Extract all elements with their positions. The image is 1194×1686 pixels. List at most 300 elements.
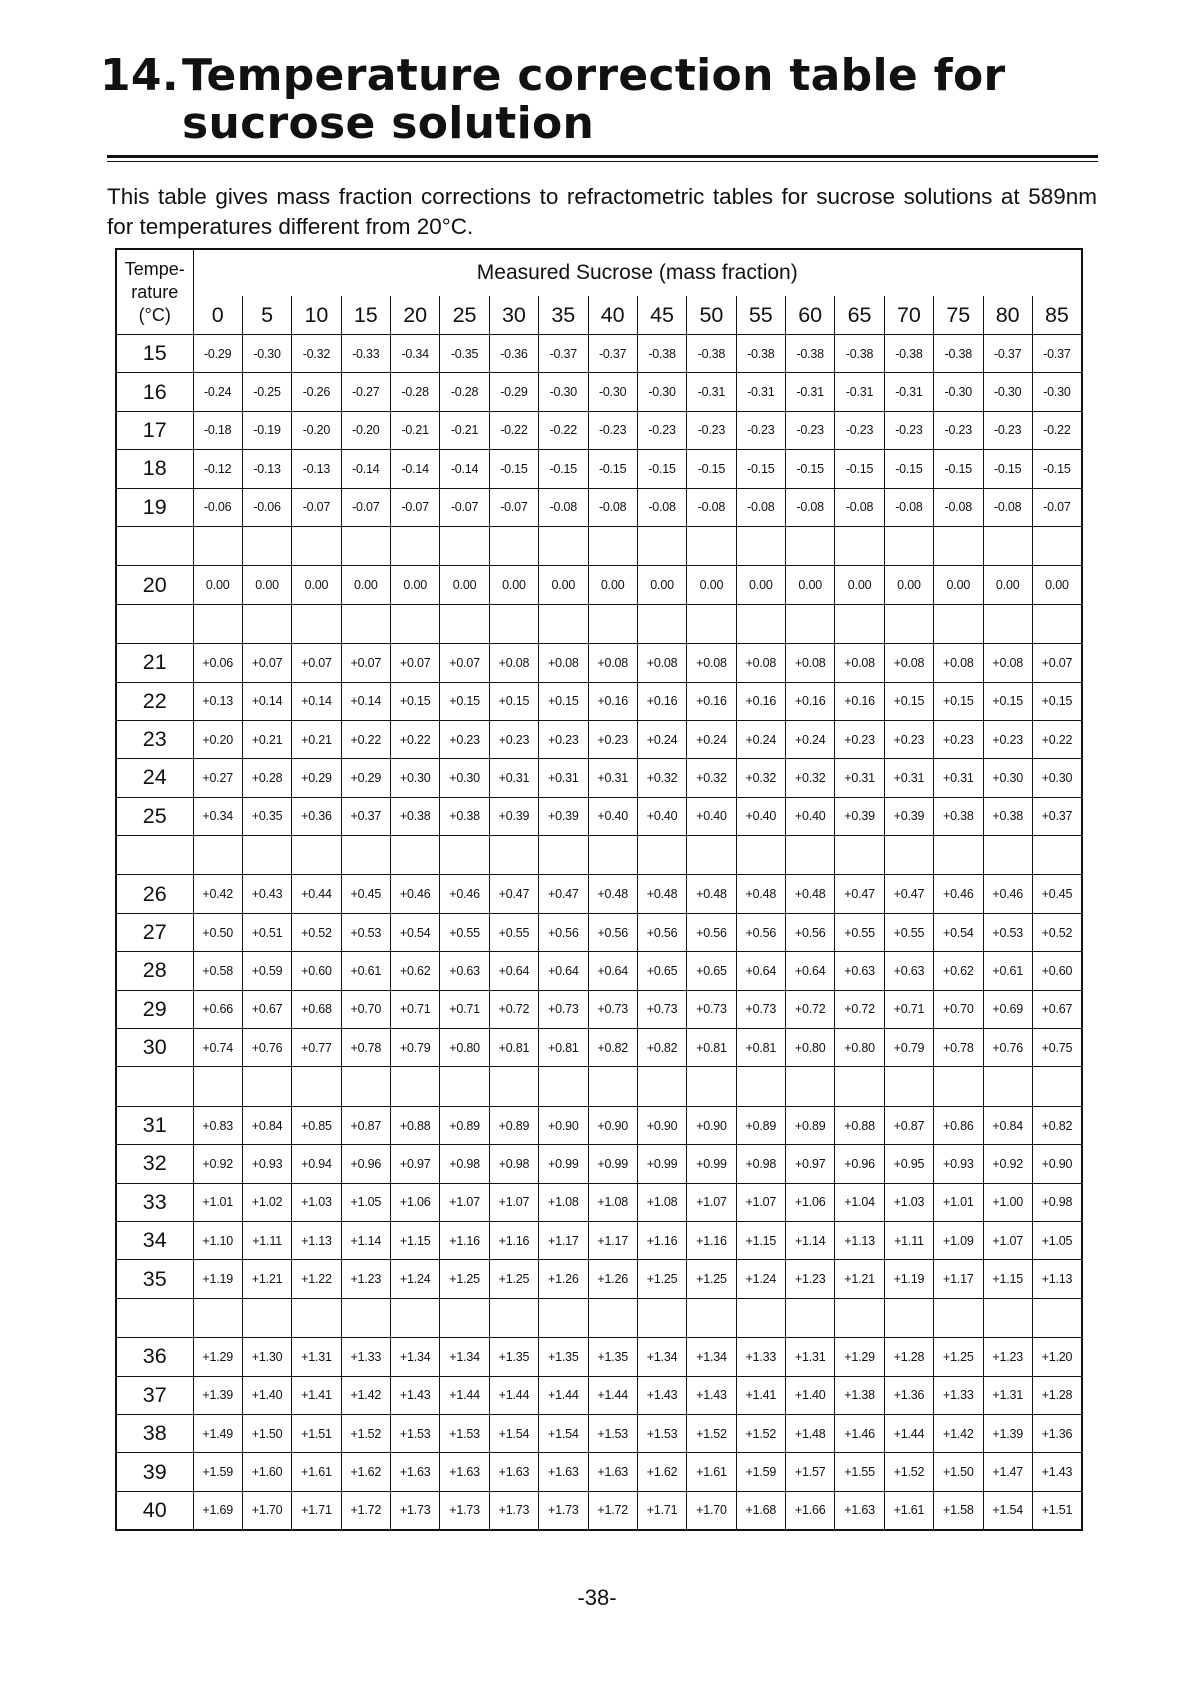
temperature-cell: 34 (116, 1221, 193, 1259)
correction-cell: +1.33 (341, 1338, 390, 1376)
correction-cell: +0.38 (983, 797, 1032, 835)
temperature-cell: 30 (116, 1029, 193, 1067)
correction-cell: +0.48 (637, 875, 686, 913)
correction-cell: +1.24 (736, 1260, 785, 1298)
concentration-header: 0 (193, 296, 242, 335)
empty-cell (884, 836, 933, 875)
empty-cell (588, 1067, 637, 1106)
empty-cell (292, 526, 341, 565)
empty-cell (884, 526, 933, 565)
correction-cell: +0.87 (884, 1106, 933, 1144)
correction-cell: -0.31 (884, 373, 933, 411)
correction-cell: -0.21 (440, 411, 489, 449)
empty-cell (489, 1298, 538, 1337)
correction-cell: -0.38 (736, 335, 785, 373)
correction-cell: +0.16 (835, 682, 884, 720)
correction-cell: +1.62 (637, 1453, 686, 1491)
correction-cell: 0.00 (884, 566, 933, 604)
section-number: 14. (100, 50, 179, 101)
correction-cell: +1.63 (391, 1453, 440, 1491)
correction-cell: +1.47 (983, 1453, 1032, 1491)
correction-cell: +0.43 (242, 875, 291, 913)
correction-cell: -0.23 (637, 411, 686, 449)
correction-cell: +0.31 (884, 759, 933, 797)
temperature-cell: 17 (116, 411, 193, 449)
empty-cell (1032, 1067, 1082, 1106)
correction-cell: +0.24 (637, 720, 686, 758)
empty-cell (835, 836, 884, 875)
temperature-header-line: rature (131, 281, 179, 302)
correction-cell: 0.00 (835, 566, 884, 604)
correction-cell: +1.44 (539, 1376, 588, 1414)
table-row (116, 1338, 1082, 1376)
correction-cell: +0.16 (637, 682, 686, 720)
correction-cell: -0.15 (489, 450, 538, 488)
correction-cell: +0.15 (489, 682, 538, 720)
correction-cell: +0.45 (341, 875, 390, 913)
correction-cell: +0.15 (440, 682, 489, 720)
correction-cell: -0.28 (391, 373, 440, 411)
spacer-row (116, 1067, 1082, 1106)
correction-cell: +0.08 (588, 644, 637, 682)
correction-cell: +1.14 (786, 1221, 835, 1259)
correction-cell: +0.61 (341, 952, 390, 990)
correction-cell: -0.15 (1032, 450, 1082, 488)
empty-cell (1032, 1298, 1082, 1337)
correction-cell: +0.52 (292, 913, 341, 951)
correction-cell: +0.48 (588, 875, 637, 913)
empty-cell (786, 526, 835, 565)
correction-cell: -0.15 (835, 450, 884, 488)
correction-cell: +0.14 (341, 682, 390, 720)
temperature-cell: 22 (116, 682, 193, 720)
correction-cell: +1.13 (1032, 1260, 1082, 1298)
empty-cell (983, 604, 1032, 643)
correction-cell: -0.30 (637, 373, 686, 411)
empty-cell (637, 526, 686, 565)
correction-cell: +0.64 (736, 952, 785, 990)
correction-cell: +1.19 (884, 1260, 933, 1298)
correction-cell: -0.28 (440, 373, 489, 411)
concentration-header: 85 (1032, 296, 1082, 335)
correction-cell: +1.16 (637, 1221, 686, 1259)
concentration-header: 70 (884, 296, 933, 335)
correction-cell: +0.39 (489, 797, 538, 835)
correction-cell: -0.38 (884, 335, 933, 373)
correction-cell: -0.15 (983, 450, 1032, 488)
correction-cell: +0.71 (884, 990, 933, 1028)
correction-cell: +0.15 (983, 682, 1032, 720)
correction-cell: +1.07 (983, 1221, 1032, 1259)
empty-cell (341, 526, 390, 565)
correction-cell: +0.72 (489, 990, 538, 1028)
empty-cell (884, 604, 933, 643)
correction-cell: +0.55 (884, 913, 933, 951)
empty-cell (116, 604, 193, 643)
empty-cell (884, 1298, 933, 1337)
correction-cell: +1.48 (786, 1414, 835, 1452)
correction-cell: +1.53 (637, 1414, 686, 1452)
correction-cell: -0.23 (835, 411, 884, 449)
empty-cell (637, 1298, 686, 1337)
correction-cell: +0.39 (884, 797, 933, 835)
correction-cell: +0.90 (539, 1106, 588, 1144)
empty-cell (292, 1067, 341, 1106)
correction-cell: +0.88 (391, 1106, 440, 1144)
correction-cell: +1.21 (835, 1260, 884, 1298)
correction-cell: +1.71 (637, 1491, 686, 1529)
correction-cell: +1.10 (193, 1221, 242, 1259)
temperature-header (116, 249, 193, 335)
correction-cell: +1.50 (934, 1453, 983, 1491)
correction-cell: -0.30 (539, 373, 588, 411)
correction-cell: +1.29 (835, 1338, 884, 1376)
correction-cell: +1.20 (1032, 1338, 1082, 1376)
correction-cell: +1.26 (588, 1260, 637, 1298)
correction-cell: +0.31 (489, 759, 538, 797)
correction-cell: +1.70 (687, 1491, 736, 1529)
correction-cell: +0.28 (242, 759, 291, 797)
empty-cell (489, 1067, 538, 1106)
temperature-cell: 20 (116, 566, 193, 604)
correction-cell: +0.93 (934, 1145, 983, 1183)
correction-cell: +0.46 (934, 875, 983, 913)
correction-cell: -0.26 (292, 373, 341, 411)
temperature-cell: 35 (116, 1260, 193, 1298)
correction-cell: -0.22 (1032, 411, 1082, 449)
empty-cell (983, 1298, 1032, 1337)
concentration-header: 75 (934, 296, 983, 335)
correction-cell: +0.32 (786, 759, 835, 797)
correction-cell: +1.43 (637, 1376, 686, 1414)
correction-cell: +1.68 (736, 1491, 785, 1529)
correction-cell: +1.72 (341, 1491, 390, 1529)
correction-cell: +0.86 (934, 1106, 983, 1144)
correction-cell: -0.15 (588, 450, 637, 488)
correction-cell: +1.40 (242, 1376, 291, 1414)
correction-cell: -0.23 (736, 411, 785, 449)
concentration-header: 50 (687, 296, 736, 335)
empty-cell (687, 1067, 736, 1106)
correction-cell: -0.07 (489, 488, 538, 526)
correction-cell: +0.51 (242, 913, 291, 951)
correction-cell: +1.17 (934, 1260, 983, 1298)
correction-cell: +1.02 (242, 1183, 291, 1221)
correction-cell: +1.00 (983, 1183, 1032, 1221)
correction-cell: +0.56 (736, 913, 785, 951)
empty-cell (116, 1067, 193, 1106)
temperature-cell: 40 (116, 1491, 193, 1529)
intro-paragraph: This table gives mass fraction corrections to refractometric tables for sucrose solutions at 589nm for temperatures different from 20°C. (107, 184, 1097, 239)
correction-cell: +0.23 (440, 720, 489, 758)
table-row (116, 1260, 1082, 1298)
table-row (116, 1491, 1082, 1529)
correction-cell: +0.46 (391, 875, 440, 913)
empty-cell (292, 836, 341, 875)
correction-cell: +0.14 (292, 682, 341, 720)
correction-cell: 0.00 (539, 566, 588, 604)
correction-cell: +0.69 (983, 990, 1032, 1028)
correction-cell: +1.07 (489, 1183, 538, 1221)
empty-cell (440, 1298, 489, 1337)
correction-cell: -0.08 (884, 488, 933, 526)
correction-cell: +0.56 (637, 913, 686, 951)
correction-cell: +0.30 (1032, 759, 1082, 797)
concentration-header: 10 (292, 296, 341, 335)
empty-cell (983, 526, 1032, 565)
empty-cell (786, 1067, 835, 1106)
correction-cell: +0.89 (440, 1106, 489, 1144)
correction-cell: -0.07 (391, 488, 440, 526)
correction-cell: +1.25 (934, 1338, 983, 1376)
correction-cell: +0.15 (391, 682, 440, 720)
correction-cell: +0.84 (242, 1106, 291, 1144)
correction-cell: -0.08 (637, 488, 686, 526)
empty-cell (440, 526, 489, 565)
correction-cell: 0.00 (588, 566, 637, 604)
correction-cell: +0.24 (687, 720, 736, 758)
correction-cell: +0.16 (786, 682, 835, 720)
correction-cell: +0.70 (934, 990, 983, 1028)
correction-cell: +0.82 (588, 1029, 637, 1067)
concentration-header: 15 (341, 296, 390, 335)
correction-cell: 0.00 (736, 566, 785, 604)
correction-cell: +1.63 (539, 1453, 588, 1491)
table-row (116, 488, 1082, 526)
correction-cell: +0.98 (440, 1145, 489, 1183)
correction-cell: +1.13 (835, 1221, 884, 1259)
correction-cell: +1.40 (786, 1376, 835, 1414)
correction-cell: -0.15 (637, 450, 686, 488)
correction-cell: +0.92 (193, 1145, 242, 1183)
correction-cell: -0.08 (588, 488, 637, 526)
correction-cell: +0.77 (292, 1029, 341, 1067)
correction-cell: -0.07 (1032, 488, 1082, 526)
correction-cell: +0.30 (983, 759, 1032, 797)
correction-cell: +1.34 (440, 1338, 489, 1376)
correction-cell: +1.34 (637, 1338, 686, 1376)
correction-cell: +0.87 (341, 1106, 390, 1144)
correction-cell: +1.25 (440, 1260, 489, 1298)
correction-cell: +1.51 (1032, 1491, 1082, 1529)
correction-cell: +0.55 (835, 913, 884, 951)
correction-cell: +1.53 (391, 1414, 440, 1452)
correction-cell: -0.19 (242, 411, 291, 449)
correction-cell: +0.20 (193, 720, 242, 758)
correction-cell: -0.18 (193, 411, 242, 449)
correction-cell: +0.54 (391, 913, 440, 951)
correction-cell: +0.76 (983, 1029, 1032, 1067)
correction-cell: +1.54 (539, 1414, 588, 1452)
correction-cell: +1.36 (884, 1376, 933, 1414)
table-row (116, 1145, 1082, 1183)
empty-cell (588, 1298, 637, 1337)
correction-cell: +1.28 (884, 1338, 933, 1376)
correction-cell: +1.44 (884, 1414, 933, 1452)
correction-cell: +0.56 (786, 913, 835, 951)
table-row (116, 952, 1082, 990)
correction-cell: +1.49 (193, 1414, 242, 1452)
empty-cell (983, 1067, 1032, 1106)
correction-cell: +0.15 (884, 682, 933, 720)
correction-cell: +1.05 (1032, 1221, 1082, 1259)
correction-cell: +0.23 (489, 720, 538, 758)
correction-cell: +0.35 (242, 797, 291, 835)
empty-cell (934, 604, 983, 643)
correction-cell: +0.63 (835, 952, 884, 990)
correction-cell: +0.58 (193, 952, 242, 990)
temperature-cell: 29 (116, 990, 193, 1028)
correction-cell: 0.00 (440, 566, 489, 604)
correction-cell: -0.38 (637, 335, 686, 373)
empty-cell (786, 1298, 835, 1337)
correction-cell: +0.64 (539, 952, 588, 990)
correction-cell: +1.60 (242, 1453, 291, 1491)
correction-cell: +0.24 (736, 720, 785, 758)
correction-cell: -0.22 (539, 411, 588, 449)
correction-cell: +1.73 (391, 1491, 440, 1529)
correction-cell: +0.71 (440, 990, 489, 1028)
concentration-header: 5 (242, 296, 291, 335)
correction-cell: -0.36 (489, 335, 538, 373)
empty-cell (835, 1067, 884, 1106)
table-row (116, 682, 1082, 720)
empty-cell (736, 604, 785, 643)
correction-cell: +1.15 (391, 1221, 440, 1259)
correction-cell: +1.24 (391, 1260, 440, 1298)
empty-cell (637, 836, 686, 875)
concentration-header: 80 (983, 296, 1032, 335)
correction-cell: +0.52 (1032, 913, 1082, 951)
empty-cell (193, 836, 242, 875)
correction-cell: +1.52 (687, 1414, 736, 1452)
empty-cell (292, 1298, 341, 1337)
correction-cell: +1.59 (193, 1453, 242, 1491)
correction-cell: +1.09 (934, 1221, 983, 1259)
measured-sucrose-header: Measured Sucrose (mass fraction) (193, 249, 1082, 296)
table-row (116, 566, 1082, 604)
correction-cell: +0.32 (637, 759, 686, 797)
empty-cell (193, 604, 242, 643)
correction-cell: +0.70 (341, 990, 390, 1028)
table-row (116, 990, 1082, 1028)
correction-cell: +0.89 (736, 1106, 785, 1144)
correction-cell: +1.06 (786, 1183, 835, 1221)
temperature-header-line: Tempe- (124, 258, 185, 279)
correction-cell: +0.93 (242, 1145, 291, 1183)
temperature-cell: 15 (116, 335, 193, 373)
table-row (116, 913, 1082, 951)
temperature-cell: 37 (116, 1376, 193, 1414)
table-row (116, 644, 1082, 682)
correction-cell: +1.28 (1032, 1376, 1082, 1414)
correction-cell: +0.48 (736, 875, 785, 913)
empty-cell (242, 836, 291, 875)
empty-cell (687, 526, 736, 565)
correction-cell: -0.14 (391, 450, 440, 488)
empty-cell (440, 1067, 489, 1106)
correction-cell: +1.53 (440, 1414, 489, 1452)
temperature-cell: 32 (116, 1145, 193, 1183)
correction-cell: +0.40 (736, 797, 785, 835)
correction-cell: -0.38 (786, 335, 835, 373)
correction-cell: +0.16 (736, 682, 785, 720)
empty-cell (539, 526, 588, 565)
correction-cell: +0.47 (489, 875, 538, 913)
correction-cell: +0.08 (489, 644, 538, 682)
correction-cell: +0.40 (637, 797, 686, 835)
correction-cell: +0.81 (736, 1029, 785, 1067)
empty-cell (489, 526, 538, 565)
correction-cell: +1.63 (835, 1491, 884, 1529)
correction-cell: +1.11 (884, 1221, 933, 1259)
correction-cell: +0.96 (835, 1145, 884, 1183)
temperature-cell: 26 (116, 875, 193, 913)
correction-cell: +0.22 (1032, 720, 1082, 758)
correction-cell: -0.37 (1032, 335, 1082, 373)
empty-cell (1032, 836, 1082, 875)
correction-cell: +1.16 (489, 1221, 538, 1259)
correction-cell: +0.80 (786, 1029, 835, 1067)
correction-cell: +0.23 (835, 720, 884, 758)
correction-cell: +0.40 (786, 797, 835, 835)
table-row (116, 1221, 1082, 1259)
correction-cell: -0.27 (341, 373, 390, 411)
correction-cell: +1.35 (489, 1338, 538, 1376)
empty-cell (489, 836, 538, 875)
correction-cell: +1.34 (391, 1338, 440, 1376)
correction-cell: +0.64 (588, 952, 637, 990)
correction-cell: +1.17 (588, 1221, 637, 1259)
correction-cell: -0.31 (835, 373, 884, 411)
correction-cell: +1.44 (588, 1376, 637, 1414)
correction-cell: +0.60 (292, 952, 341, 990)
correction-cell: +0.08 (934, 644, 983, 682)
correction-cell: +1.14 (341, 1221, 390, 1259)
correction-cell: +1.46 (835, 1414, 884, 1452)
empty-cell (736, 1298, 785, 1337)
correction-cell: -0.33 (341, 335, 390, 373)
correction-cell: 0.00 (242, 566, 291, 604)
correction-cell: +1.15 (983, 1260, 1032, 1298)
empty-cell (983, 836, 1032, 875)
table-row (116, 875, 1082, 913)
empty-cell (116, 1298, 193, 1337)
correction-cell: +0.08 (637, 644, 686, 682)
correction-cell: +0.63 (440, 952, 489, 990)
correction-cell: -0.22 (489, 411, 538, 449)
correction-cell: +1.33 (736, 1338, 785, 1376)
correction-cell: +0.07 (1032, 644, 1082, 682)
correction-cell: +0.07 (292, 644, 341, 682)
correction-cell: +0.85 (292, 1106, 341, 1144)
correction-cell: +0.30 (391, 759, 440, 797)
empty-cell (193, 1298, 242, 1337)
correction-cell: +1.04 (835, 1183, 884, 1221)
correction-cell: -0.21 (391, 411, 440, 449)
temperature-cell: 19 (116, 488, 193, 526)
correction-cell: +0.61 (983, 952, 1032, 990)
correction-cell: +0.47 (539, 875, 588, 913)
correction-cell: +1.08 (539, 1183, 588, 1221)
correction-cell: +0.48 (687, 875, 736, 913)
correction-cell: +0.89 (786, 1106, 835, 1144)
correction-cell: -0.13 (292, 450, 341, 488)
correction-cell: +1.44 (489, 1376, 538, 1414)
correction-cell: +0.98 (489, 1145, 538, 1183)
correction-cell: +1.06 (391, 1183, 440, 1221)
correction-cell: +0.97 (786, 1145, 835, 1183)
